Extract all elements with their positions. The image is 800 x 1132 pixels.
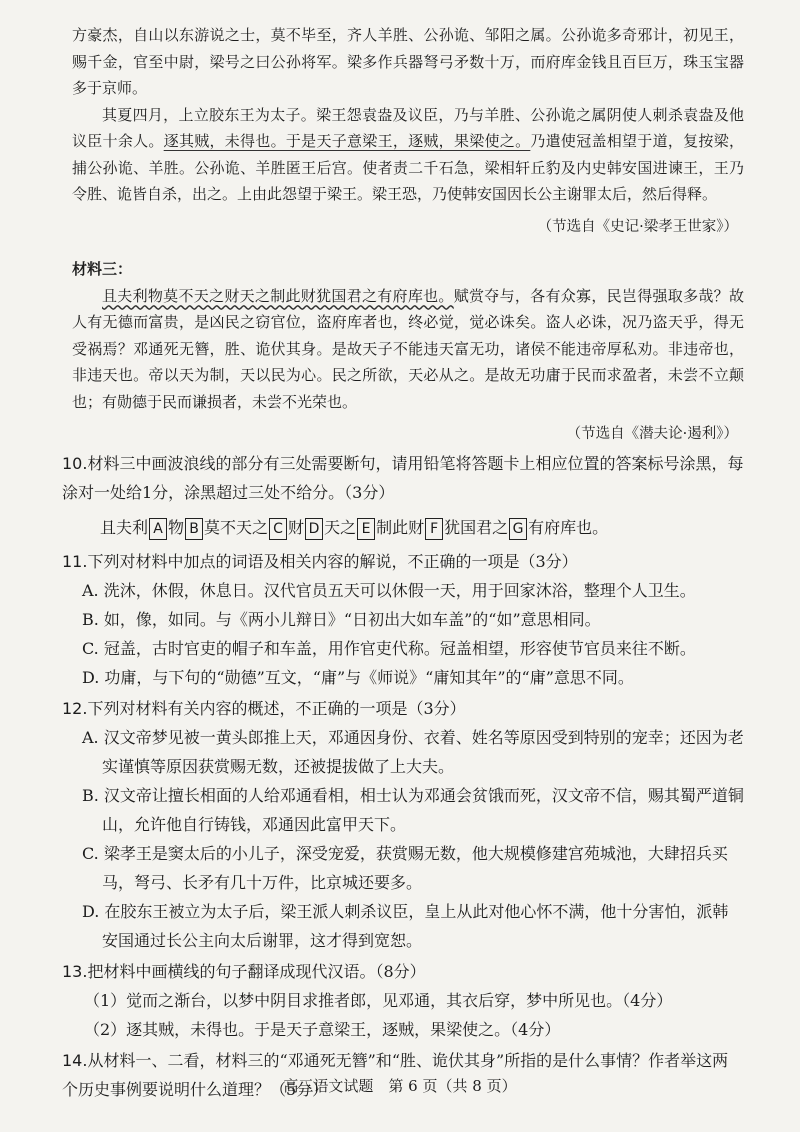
option-c: C. 冠盖，古时官吏的帽子和车盖，用作官吏代称。冠盖相望，形容使节官员来往不断。 [82,639,696,658]
option-b: B. 如，像，如同。与《两小儿辩日》“日初出大如车盖”的“如”意思相同。 [82,610,601,629]
answer-box-c: C [269,518,287,540]
translation-item-1: （1）觉而之渐台，以梦中阴目求推者郎，见邓通，其衣后穿，梦中所见也。（4分） [84,991,673,1010]
answer-box-e: E [357,518,375,540]
answer-box-g: G [509,518,527,540]
option-a: A. 洗沐，休假，休息日。汉代官员五天可以休假一天，用于回家沐浴，整理个人卫生。 [82,581,696,600]
source-citation: （节选自《潜夫论·遏利》） [566,426,738,442]
answer-box-a: A [149,518,167,540]
answer-box-b: B [185,518,203,540]
option-d: D. 功庸，与下句的“勋德”互文，“庸”与《师说》“庸知其年”的“庸”意思不同。 [82,668,634,687]
option-b: B. 汉文帝让擅长相面的人给邓通看相，相士认为邓通会贫饿而死，汉文帝不信，赐其蜀严道铜山，允许他自行铸钱，邓通因此富甲天下。 [82,786,744,834]
question-12: 12.下列对材料有关内容的概述，不正确的一项是（3分） [62,699,466,718]
underlined-sentence: 逐其贼，未得也。于是天子意梁王，逐贼，果梁使之。 [163,132,531,150]
material2-paragraph-1: 方豪杰，自山以东游说之士，莫不毕至，齐人羊胜、公孙诡、邹阳之属。公孙诡多奇邪计，初见王，赐千金，官至中尉，梁号之曰公孙将军。梁多作兵器弩弓矛数十万，而府库金钱且百巨万，珠玉宝器多于京师。 [72,26,744,97]
source-citation: （节选自《史记·梁孝王世家》） [537,218,738,235]
answer-box-f: F [425,518,443,540]
material2-text: 其夏四月，上立胶东王为太子。梁王怨袁盎及议臣，乃与羊胜、公孙诡之属阴使人刺杀袁盎及他议臣十余人。 [72,105,744,150]
option-d: D. 在胶东王被立为太子后，梁王派人刺杀议臣，皇上从此对他心怀不满，他十分害怕，派韩安国通过长公主向太后谢罪，这才得到宽恕。 [82,902,729,950]
material3-heading: 材料三： [72,259,133,278]
translation-item-2: （2）逐其贼，未得也。于是天子意梁王，逐贼，果梁使之。（4分） [84,1020,561,1039]
material3-paragraph [72,283,744,416]
question-13: 13.把材料中画横线的句子翻译成现代汉语。（8分） [62,962,426,981]
material2-text: 乃遣使冠盖相望于道，复按梁，捕公孙诡、羊胜。公孙诡、羊胜匿王后宫。使者责二千石急，梁相轩丘豹及内史韩安国进谏王，王乃令胜、诡皆自杀，出之。上由此怨望于梁王。梁王恐，乃使韩安国因长公主谢罪太后，然后得释。 [72,132,744,203]
question-11: 11.下列对材料中加点的词语及相关内容的解说，不正确的一项是（3分） [62,552,578,571]
option-c: C. 梁孝王是窦太后的小儿子，深受宠爱，获赏赐无数，他大规模修建宫苑城池，大肆招兵买马，弩弓、长矛有几十万件，比京城还要多。 [82,844,728,892]
answer-box-d: D [305,518,323,540]
page-footer: 高三语文试题 第 6 页（共 8 页） [283,1077,517,1095]
wavy-underlined-text: 且夫利物莫不天之财天之制此财犹国君之有府库也。 [102,286,454,305]
question-10: 10.材料三中画波浪线的部分有三处需要断句，请用铅笔将答题卡上相应位置的答案标号涂黑，每涂对一处给1分，涂黑超过三处不给分。（3分） [62,454,744,502]
material2-paragraph-2 [72,102,744,208]
segmentation-line: 且夫利 A 物 B 莫不天之 C 财 D 天之 E 制此财 F 犹国君之 G 有府库也。 [100,513,744,543]
material3-text: 赋赏夺与，各有众寡，民岂得强取多哉？故人有无德而富贵，是凶民之窃官位，盗府库者也，终必觉，觉必诛矣。盗人必诛，况乃盗天乎，得无受祸焉？邓通死无簪，胜、诡伏其身。是故天子不能违天富无功，诸侯不能违帝厚私劝。非违帝也，非违天也。帝以天为制，天以民为心。民之所欲，天必从之。是故无功庸于民而求盈者，未尝不立颠也；有勋德于民而谦损者，未尝不光荣也。 [72,286,744,411]
question-14: 14.从材料一、二看，材料三的“邓通死无簪”和“胜、诡伏其身”所指的是什么事情？作者举这两个历史事例要说明什么道理？（5分） [62,1051,729,1099]
option-a: A. 汉文帝梦见被一黄头郎推上天，邓通因身份、衣着、姓名等原因受到特别的宠幸；还因为老实谨慎等原因获赏赐无数，还被提拔做了上大夫。 [82,728,744,776]
